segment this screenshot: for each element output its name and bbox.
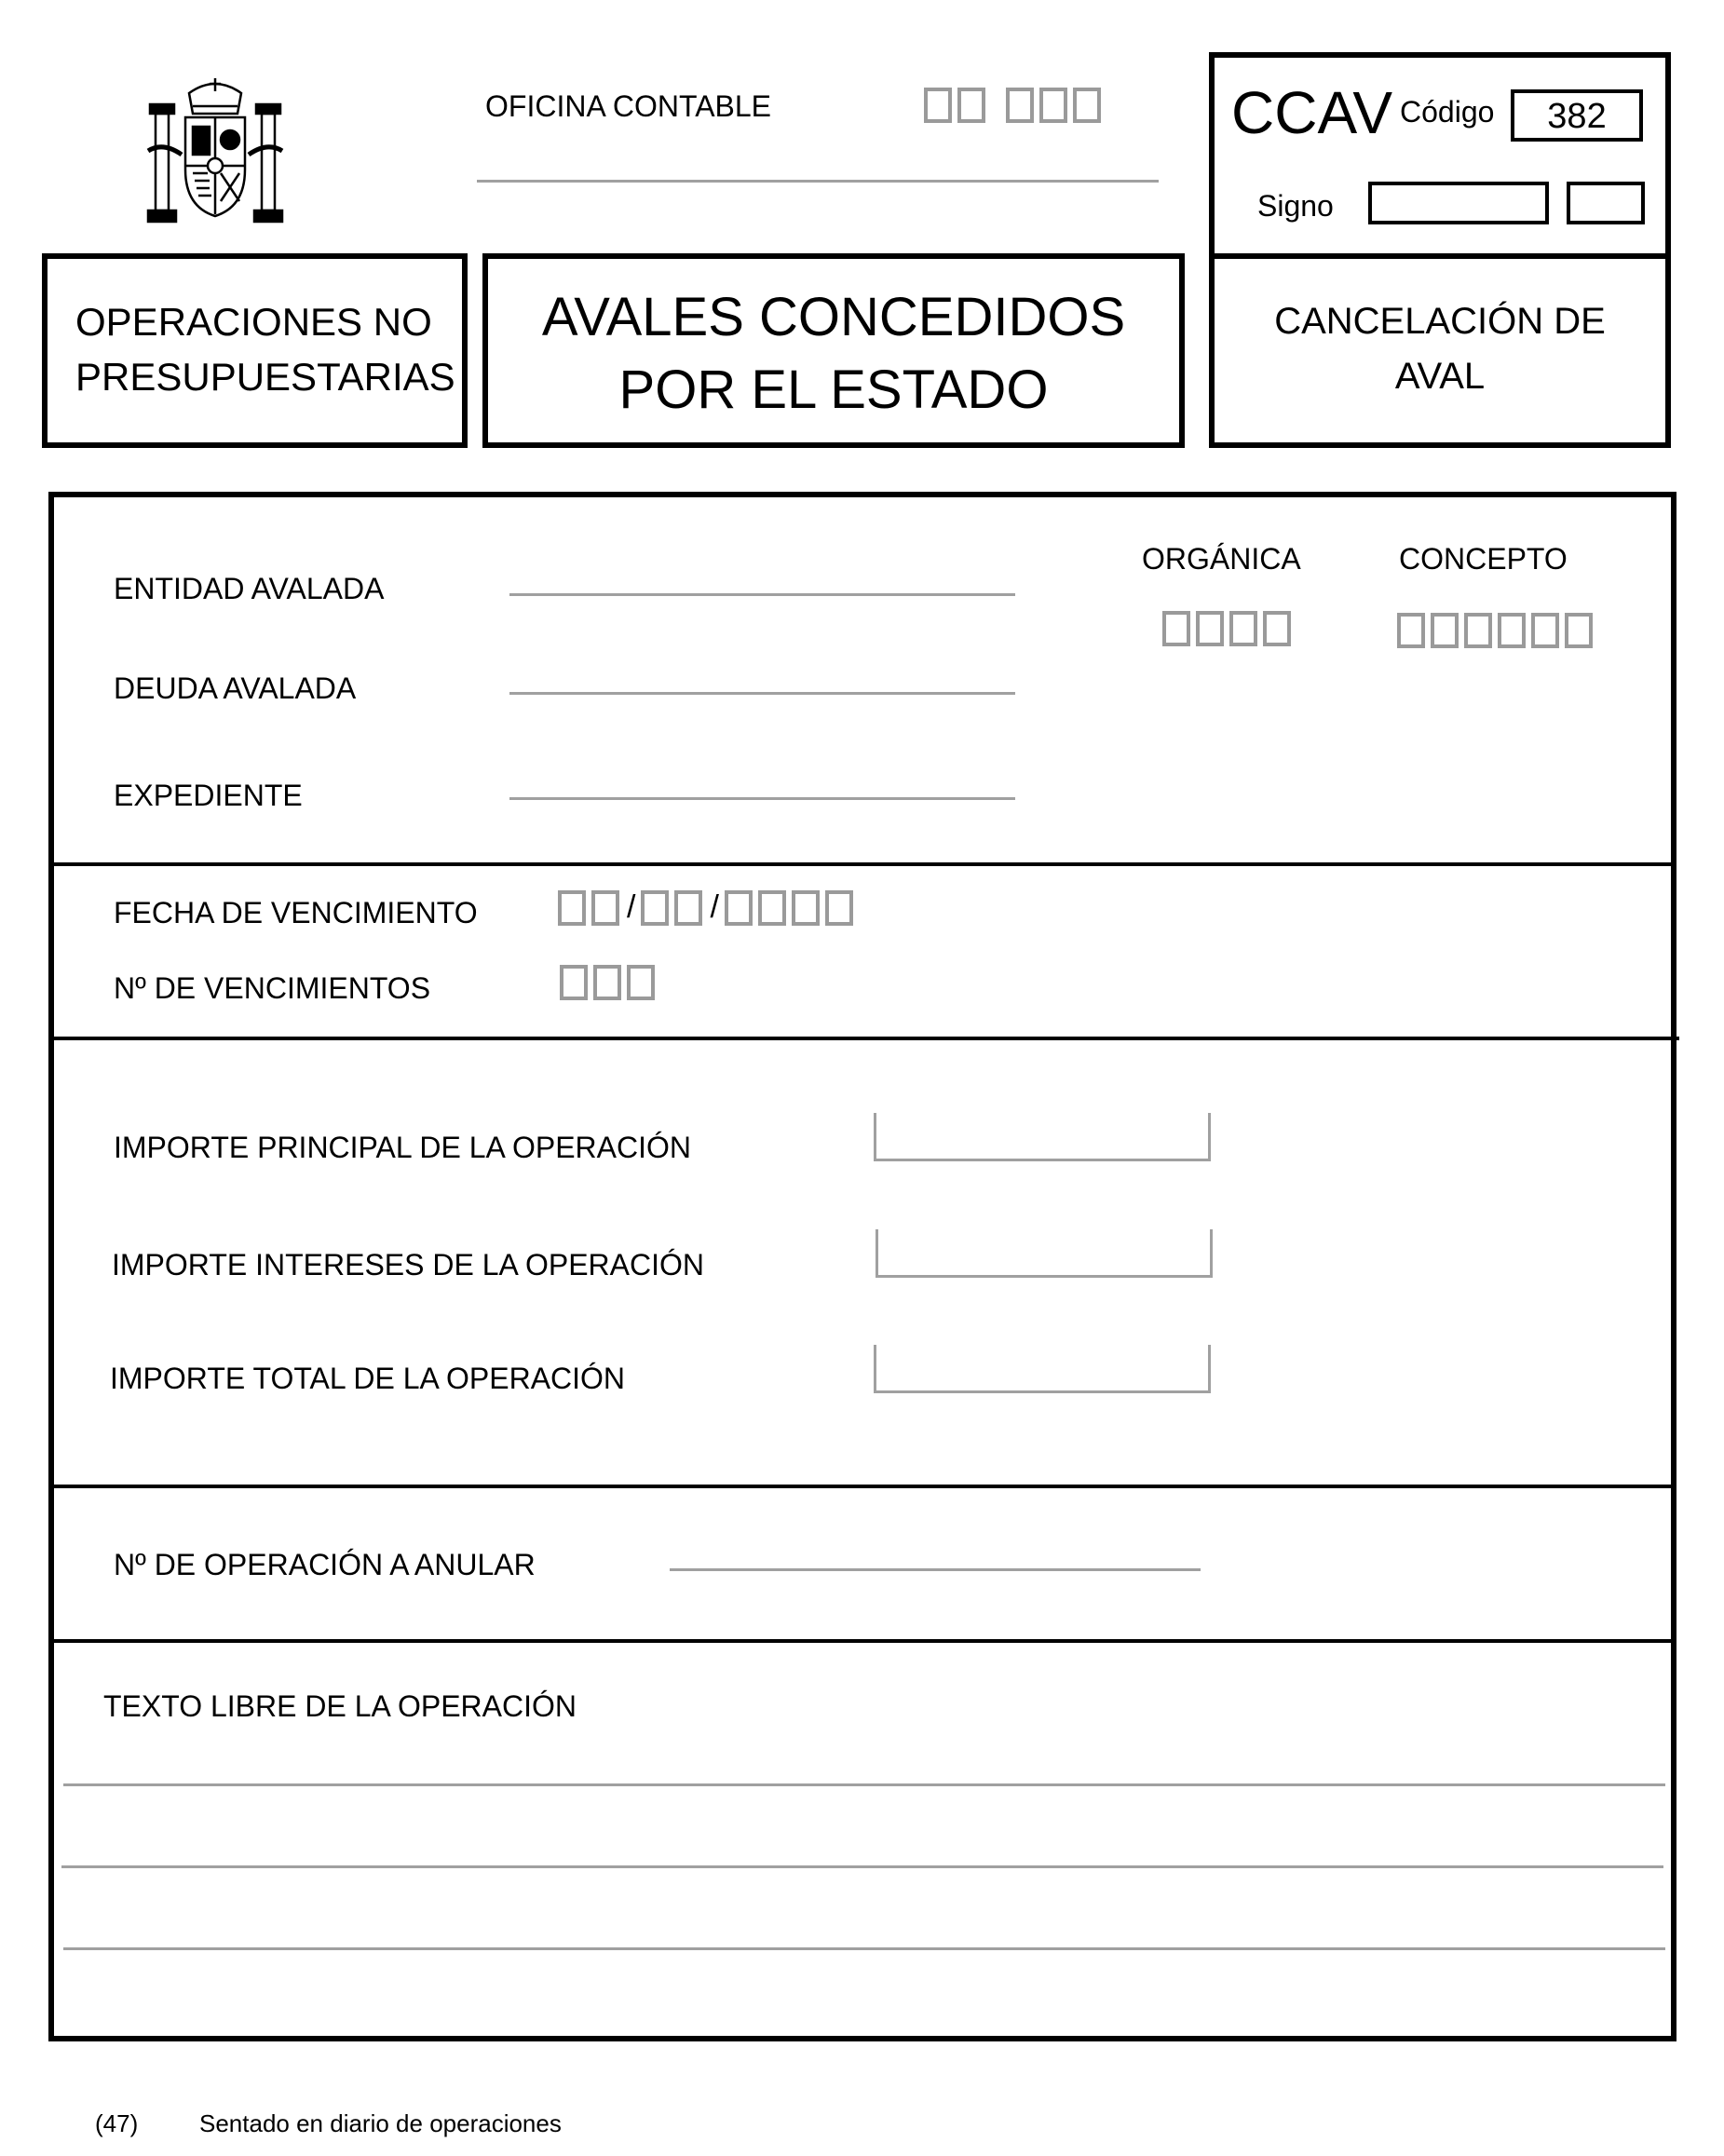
- divider-4: [51, 1639, 1674, 1643]
- entidad-line[interactable]: [509, 593, 1015, 596]
- date-separator: /: [627, 889, 636, 925]
- avales-title-line1: AVALES CONCEDIDOS: [541, 287, 1126, 347]
- importe-intereses-label: IMPORTE INTERESES DE LA OPERACIÓN: [112, 1248, 704, 1281]
- divider-2: [51, 1037, 1679, 1040]
- fecha-vencimiento-boxes[interactable]: [558, 889, 859, 926]
- deuda-line[interactable]: [509, 692, 1015, 695]
- oficina-contable-line[interactable]: [477, 180, 1159, 183]
- concepto-boxes[interactable]: [1397, 613, 1598, 648]
- texto-libre-line[interactable]: [61, 1865, 1663, 1868]
- signo-label: Signo: [1257, 189, 1334, 223]
- importe-total-field[interactable]: [874, 1345, 1211, 1393]
- cancelacion-box: [1209, 253, 1671, 448]
- footer-number: (47): [95, 2109, 139, 2137]
- operaciones-box: [42, 253, 468, 448]
- texto-libre-label: TEXTO LIBRE DE LA OPERACIÓN: [103, 1689, 577, 1723]
- divider-3: [51, 1485, 1674, 1488]
- signo-small-field[interactable]: [1567, 182, 1645, 224]
- importe-principal-field[interactable]: [874, 1113, 1211, 1161]
- divider-1: [51, 862, 1674, 866]
- oficina-contable-boxes[interactable]: [924, 88, 1106, 123]
- organica-label: ORGÁNICA: [1142, 542, 1301, 576]
- codigo-label: Código: [1400, 95, 1495, 129]
- oficina-contable-label: OFICINA CONTABLE: [485, 89, 772, 123]
- codigo-value: 382: [1547, 97, 1607, 136]
- texto-libre-line[interactable]: [63, 1783, 1665, 1786]
- expediente-label: EXPEDIENTE: [114, 779, 303, 812]
- texto-libre-line[interactable]: [63, 1947, 1665, 1950]
- num-vencimientos-label: Nº DE VENCIMIENTOS: [114, 971, 431, 1005]
- expediente-line[interactable]: [509, 797, 1015, 800]
- importe-intereses-field[interactable]: [876, 1229, 1213, 1278]
- codigo-value-box: [1511, 89, 1643, 142]
- operaciones-line2: PRESUPUESTARIAS: [75, 355, 455, 399]
- cancelacion-line2: AVAL: [1394, 356, 1486, 397]
- operaciones-line1: OPERACIONES NO: [75, 300, 432, 344]
- operacion-anular-label: Nº DE OPERACIÓN A ANULAR: [114, 1548, 536, 1581]
- fecha-vencimiento-label: FECHA DE VENCIMIENTO: [114, 896, 478, 929]
- importe-total-label: IMPORTE TOTAL DE LA OPERACIÓN: [110, 1362, 626, 1395]
- num-vencimientos-boxes[interactable]: [560, 965, 660, 1000]
- concepto-label: CONCEPTO: [1399, 542, 1568, 576]
- signo-field[interactable]: [1368, 182, 1549, 224]
- importe-principal-label: IMPORTE PRINCIPAL DE LA OPERACIÓN: [114, 1131, 691, 1164]
- coat-of-arms-icon: [144, 76, 286, 225]
- ccav-code: CCAV: [1231, 79, 1393, 146]
- cancelacion-line1: CANCELACIÓN DE: [1274, 301, 1606, 342]
- avales-title-line2: POR EL ESTADO: [618, 359, 1049, 420]
- operacion-anular-line[interactable]: [670, 1568, 1201, 1571]
- footer-note: Sentado en diario de operaciones: [199, 2109, 562, 2137]
- organica-boxes[interactable]: [1162, 611, 1296, 646]
- deuda-label: DEUDA AVALADA: [114, 671, 357, 705]
- date-separator: /: [710, 889, 719, 925]
- entidad-label: ENTIDAD AVALADA: [114, 572, 385, 605]
